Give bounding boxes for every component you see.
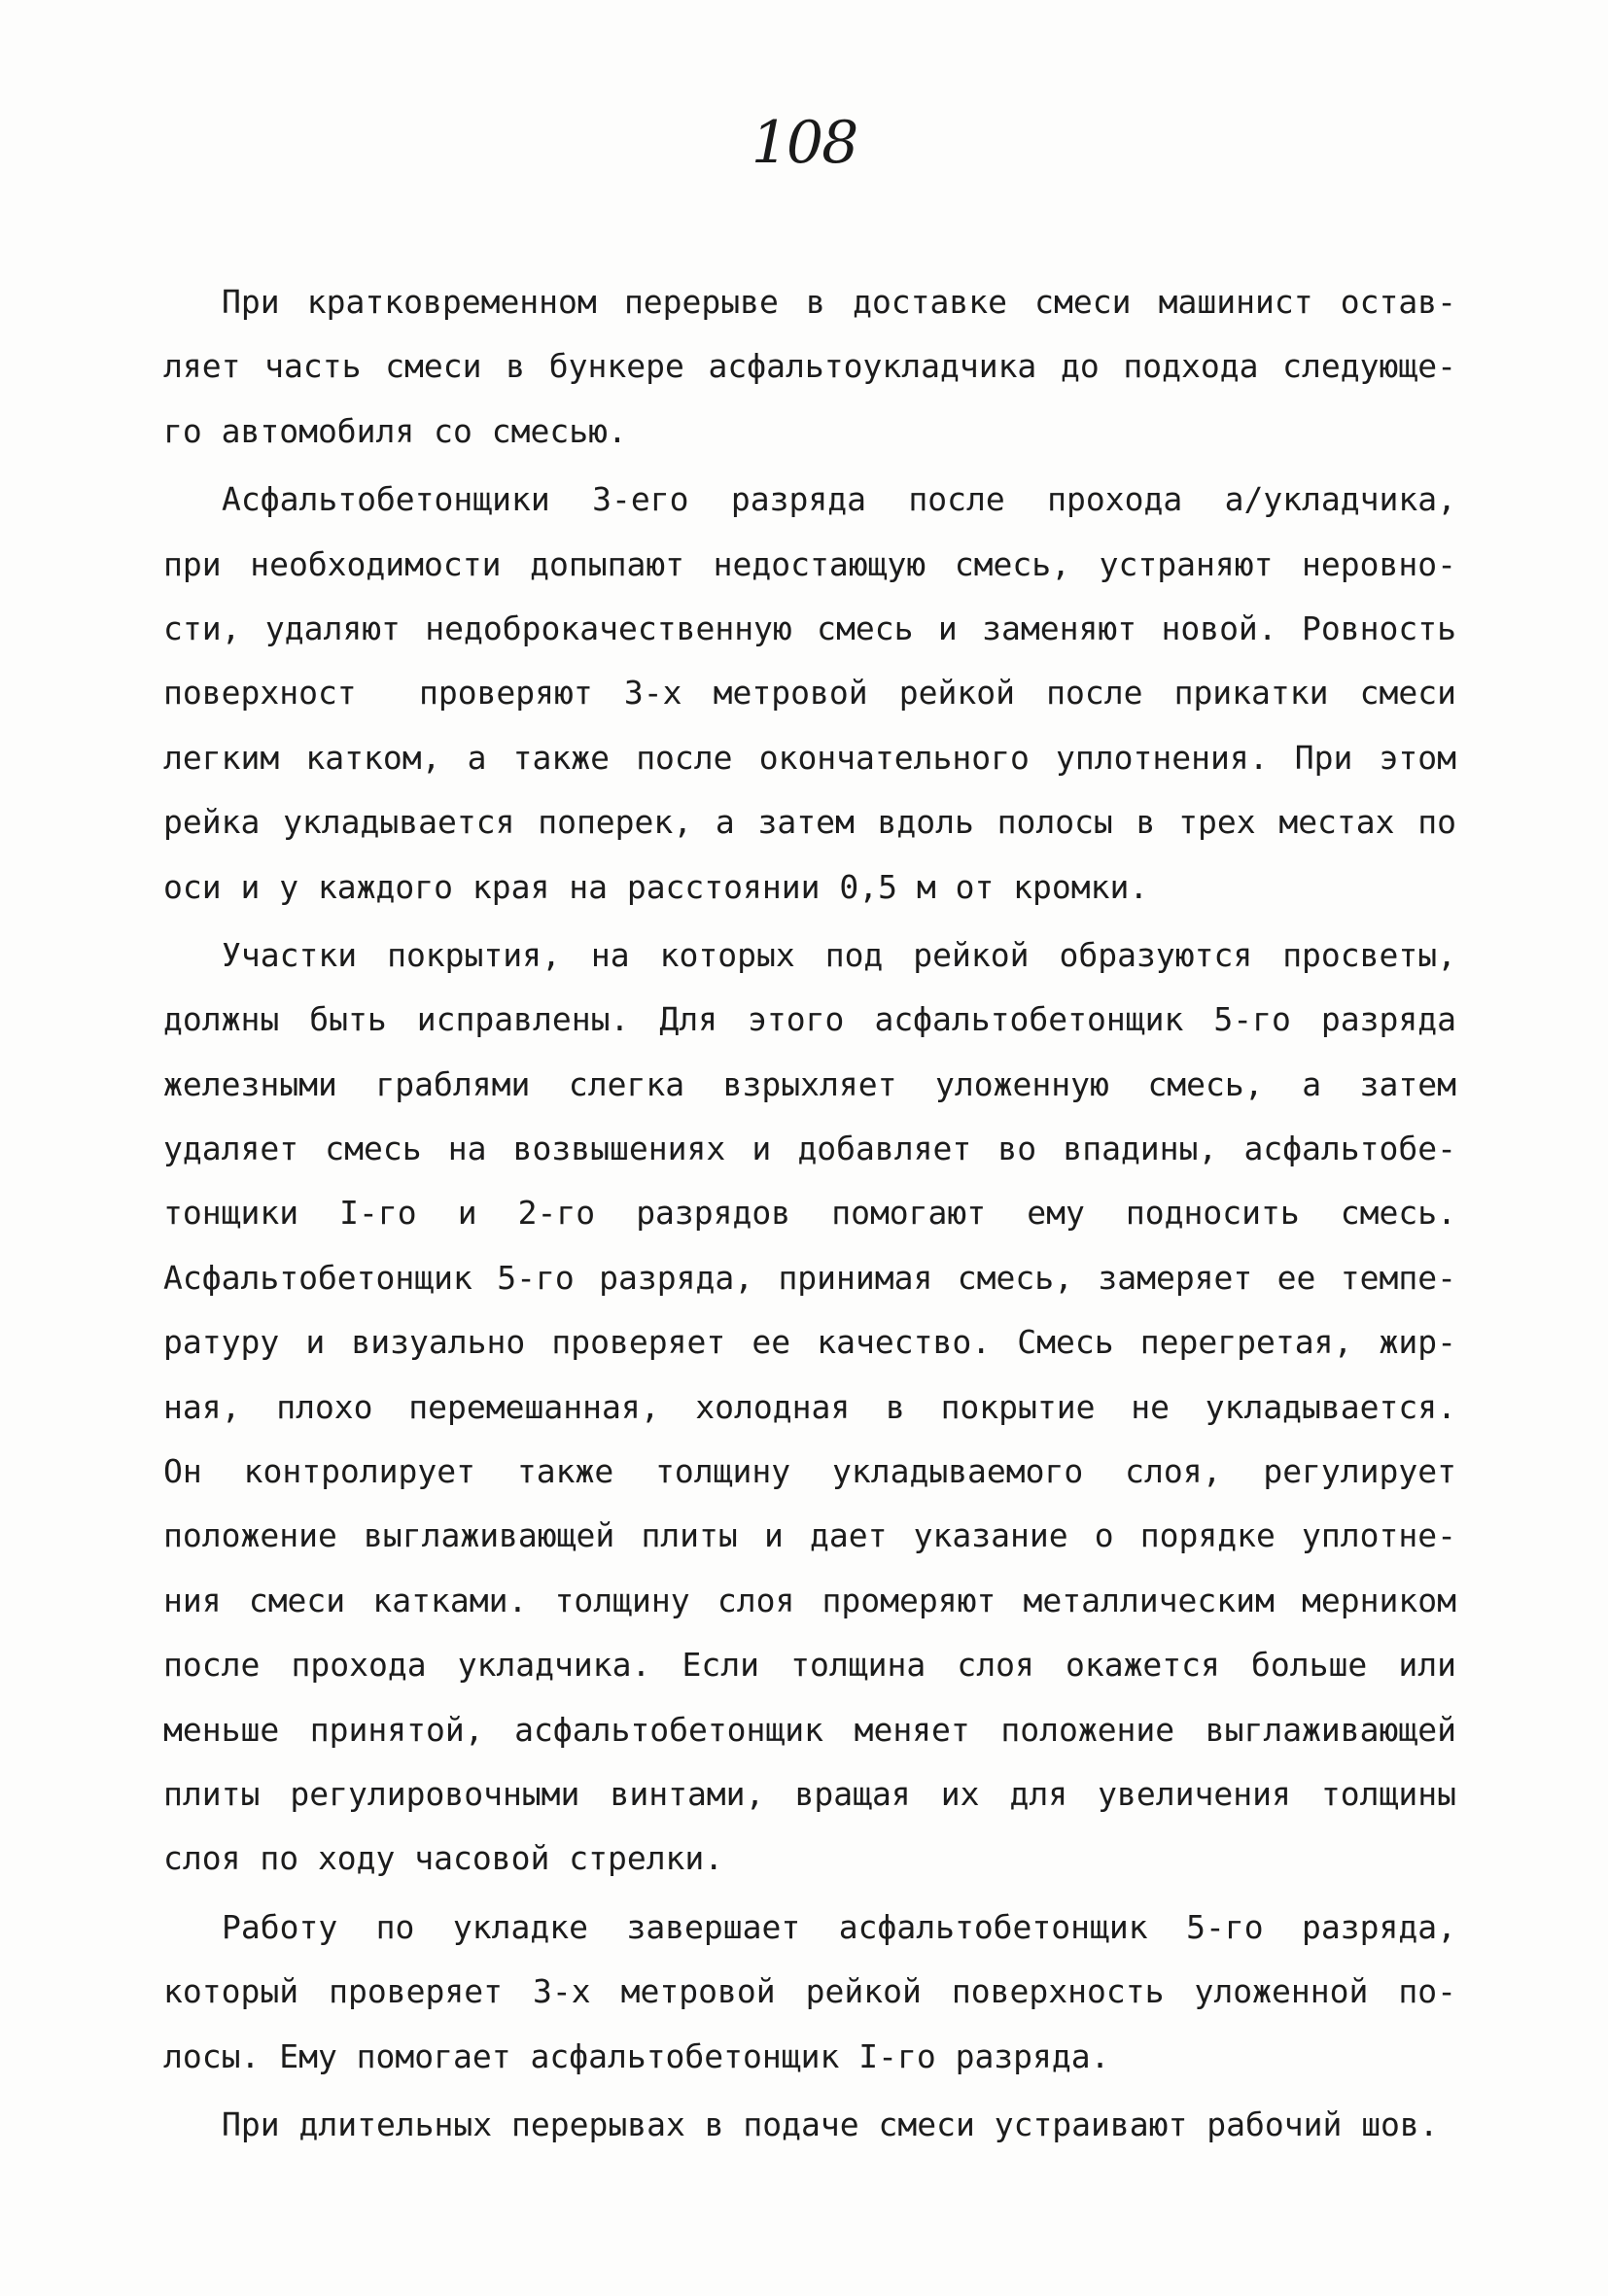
text-line: сти, удаляют недоброкачественную смесь и заменяют новой. Ровность	[163, 609, 1456, 647]
text-line: должны быть исправлены. Для этого асфальтобетонщик 5-го разряда	[163, 1000, 1456, 1039]
text-line: ратуру и визуально проверяет ее качество. Смесь перегретая, жир-	[163, 1323, 1456, 1362]
text-line: оси и у каждого края на расстоянии 0,5 м от кромки.	[163, 867, 1149, 906]
text-line: меньше принятой, асфальтобетонщик меняет положение выглаживающей	[163, 1710, 1456, 1749]
paragraph	[163, 2093, 1456, 2157]
text-line: При длительных перерывах в подаче смеси устраивают рабочий шов.	[222, 2105, 1439, 2143]
paragraph	[163, 923, 1456, 1892]
paragraph	[163, 468, 1456, 920]
text-line: Асфальтобетонщики 3-его разряда после прохода а/укладчика,	[222, 480, 1456, 519]
text-line: после прохода укладчика. Если толщина слоя окажется больше или	[163, 1646, 1456, 1685]
text-line: Работу по укладке завершает асфальтобетонщик 5-го разряда,	[222, 1907, 1456, 1946]
text-line: который проверяет 3-х метровой рейкой поверхность уложенной по-	[163, 1972, 1456, 2011]
text-line: железными граблями слегка взрыхляет уложенную смесь, а затем	[163, 1064, 1456, 1103]
text-line: ная, плохо перемешанная, холодная в покрытие не укладывается.	[163, 1387, 1456, 1426]
text-line: Он контролирует также толщину укладываемого слоя, регулирует	[163, 1452, 1456, 1491]
body-text	[163, 270, 1456, 2157]
paragraph	[163, 270, 1456, 464]
text-line: го автомобиля со смесью.	[163, 411, 627, 450]
text-line: При кратковременном перерыве в доставке смеси машинист остав-	[222, 283, 1456, 321]
text-line: удаляет смесь на возвышениях и добавляет во впадины, асфальтобе-	[163, 1130, 1456, 1168]
text-line: слоя по ходу часовой стрелки.	[163, 1839, 724, 1878]
text-line: при необходимости допыпают недостающую смесь, устраняют неровно-	[163, 544, 1456, 583]
paragraph	[163, 1896, 1456, 2089]
text-line: Асфальтобетонщик 5-го разряда, принимая смесь, замеряет ее темпе-	[163, 1258, 1456, 1297]
text-line: плиты регулировочными винтами, вращая их для увеличения толщины	[163, 1774, 1456, 1813]
text-line: тонщики I-го и 2-го разрядов помогают ему подносить смесь.	[163, 1194, 1456, 1233]
text-line: Участки покрытия, на которых под рейкой образуются просветы,	[222, 935, 1456, 974]
page-number: 108	[751, 109, 857, 177]
text-line: поверхност проверяют 3-х метровой рейкой после прикатки смеси	[163, 674, 1456, 713]
text-line: легким катком, а также после окончательного уплотнения. При этом	[163, 738, 1456, 777]
text-line: лосы. Ему помогает асфальтобетонщик I-го разряда.	[163, 2036, 1110, 2075]
text-line: положение выглаживающей плиты и дает указание о порядке уплотне-	[163, 1516, 1456, 1555]
text-line: рейка укладывается поперек, а затем вдоль полосы в трех местах по	[163, 803, 1456, 842]
text-line: ляет часть смеси в бункере асфальтоукладчика до подхода следующе-	[163, 347, 1456, 386]
text-line: ния смеси катками. толщину слоя промеряют металлическим мерником	[163, 1581, 1456, 1619]
